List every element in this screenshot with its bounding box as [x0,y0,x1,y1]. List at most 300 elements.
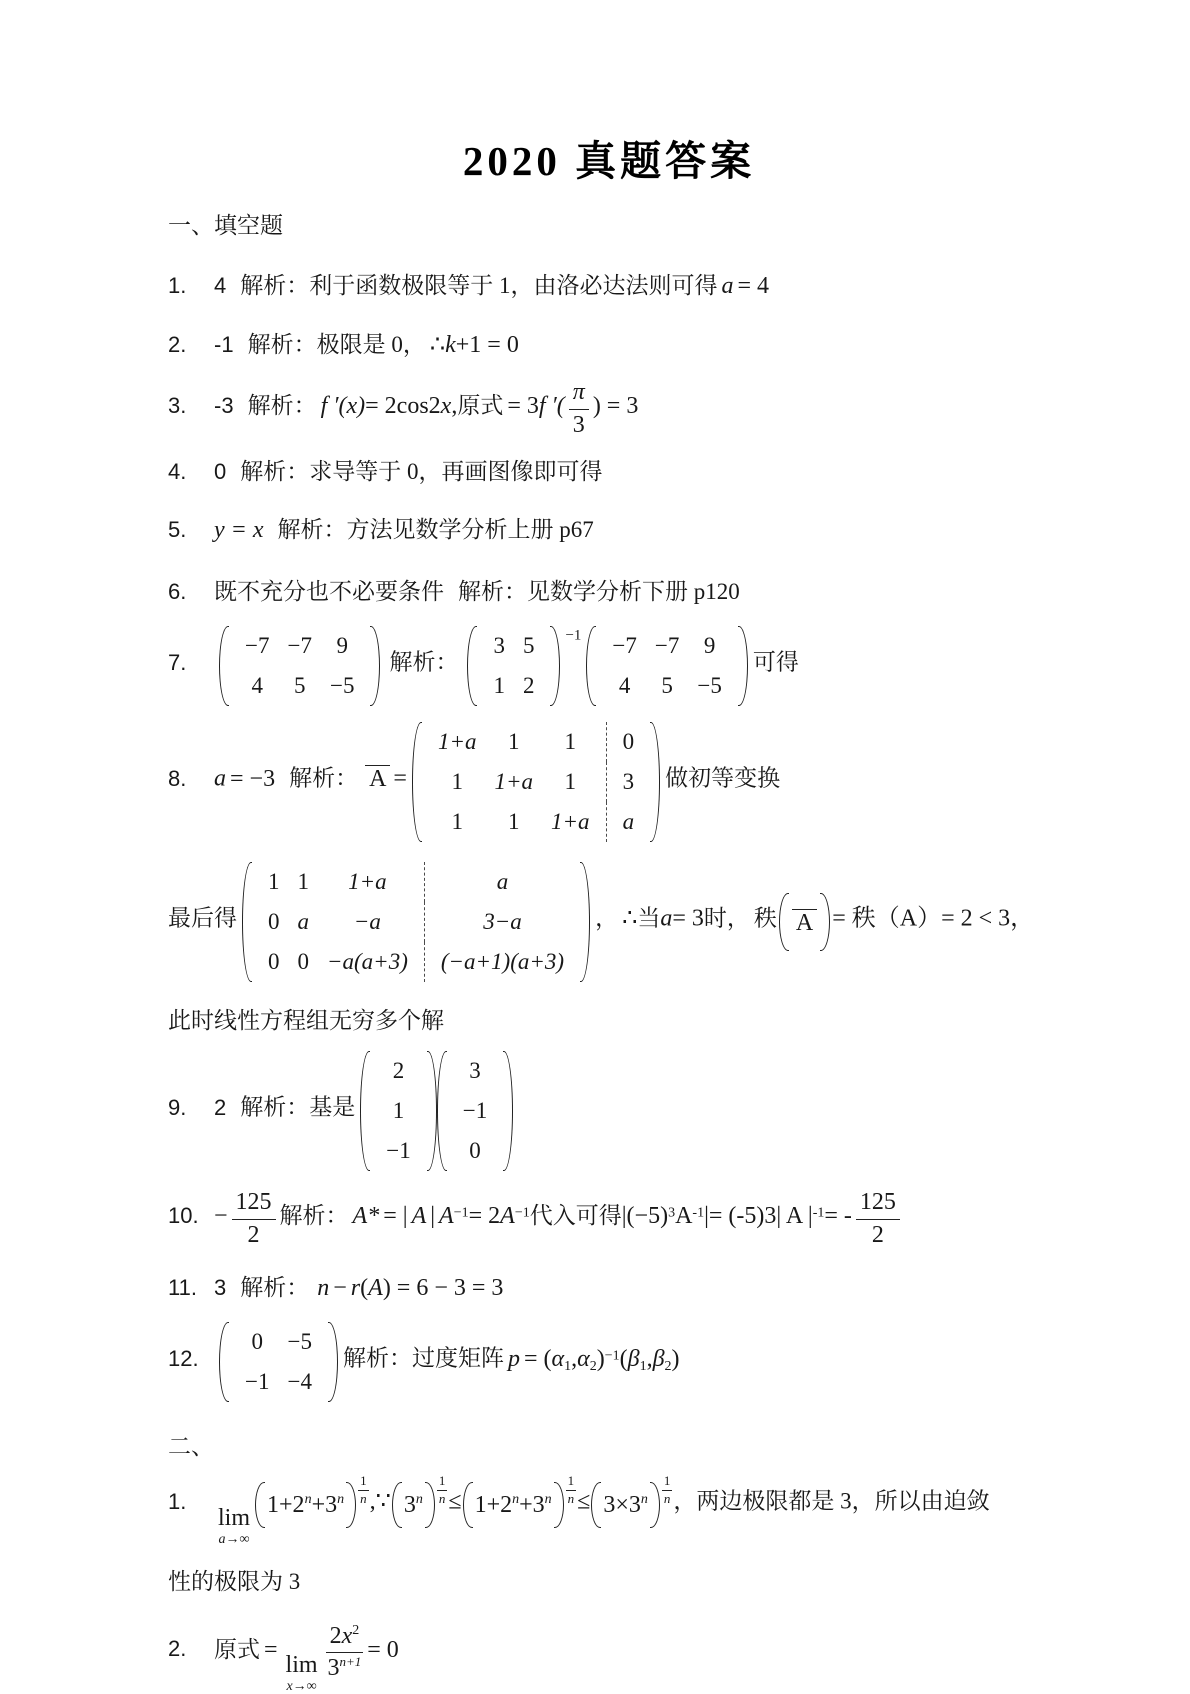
exponent-n: n [415,1491,423,1507]
lim-text: lim [218,1504,251,1531]
subscript: 1 [564,1359,572,1375]
exponent: −1 [514,1205,530,1221]
item-4-answer: 0 [214,459,227,485]
matrix-cell: 3 [469,1058,481,1084]
matrix-cell: −7 [612,633,637,659]
matrix-cell: 0 [251,1329,263,1355]
matrix-row [436,762,636,802]
expr-run: +3 [519,1491,545,1518]
item-9-answer: 2 [214,1094,227,1120]
left-paren-icon [219,1322,229,1402]
jiexi-label: 解析： [458,578,527,604]
jiexi-label: 解析： [389,649,459,675]
matrix-cell: −1 [462,1098,488,1124]
matrix-body [229,626,370,706]
exponent: −1 [453,1205,469,1221]
item-2-math-var: k [445,332,456,359]
item-10-number: 10. [168,1202,199,1228]
matrix-cell: 1 [451,808,463,834]
item-4 [168,457,1050,487]
item-9-number: 9. [168,1094,187,1120]
fraction-numerator: 125 [856,1189,900,1220]
left-paren-icon [219,626,229,706]
item-12-text: 过度矩阵 [411,1346,504,1372]
matrix-cell: −a(a+3) [327,948,408,974]
math-run: f ′(x) [320,393,366,420]
right-paren-icon [580,862,590,982]
subscript: 2 [589,1359,597,1375]
exponent: -1 [812,1205,825,1221]
math-var: β [652,1346,665,1373]
left-paren-icon [242,862,252,982]
matrix-body [596,626,737,706]
item-2-text: 极限是 0， [316,332,426,358]
item-9 [168,1051,1050,1171]
therefore-symbol: ∴ [429,332,446,359]
expression [473,1490,554,1521]
exponent-n: n [512,1491,520,1507]
fraction-numerator: 1 [437,1474,448,1490]
leq-symbol: ≤ [577,1488,591,1515]
item-3-number: 3. [168,393,187,419]
because-symbol: ∵ [375,1488,391,1515]
matrix-cell: 1 [451,769,463,795]
math-run: = 2cos2 [365,393,441,420]
fraction-denominator: n [438,1490,446,1506]
math-run: − [333,1275,347,1302]
expression [265,1490,346,1521]
inverse-matrix [467,626,560,706]
limit-operator [218,1506,250,1547]
matrix-row [266,942,566,982]
right-paren-icon [550,626,560,706]
jiexi-label: 解析： [240,1094,310,1120]
matrix-body [422,722,650,842]
matrix-cell: 5 [293,673,306,699]
right-paren-icon [346,1482,356,1528]
jiexi-label: 解析： [289,765,359,791]
lim-subscript: a→∞ [218,1531,250,1547]
left-paren-icon [467,626,477,706]
item-2-number: 2. [168,332,187,358]
exponent-fraction [437,1474,448,1506]
augmented-cell: a [606,802,637,842]
matrix-cell: −a [353,908,381,934]
matrix-cell: 2 [392,1058,405,1084]
item-5-text: 方法见数学分析上册 p67 [346,517,594,543]
item-11-answer: 3 [214,1275,227,1301]
item-5-number: 5. [168,517,187,543]
right-paren-icon [738,626,748,706]
jiexi-label: 解析： [277,517,347,543]
product-matrix [586,626,747,706]
math-run: = 3 [672,905,704,932]
augmented-cell: 3−a [424,902,566,942]
matrix-cell: 1 [508,729,520,755]
matrix-row [384,1131,412,1171]
item-2-answer: -1 [214,332,234,358]
math-run: r [350,1275,361,1302]
math-run: A [411,1202,427,1229]
item-3-answer: -3 [214,393,234,419]
matrix-row [243,1322,314,1362]
comma: , [369,1488,376,1515]
expression-group [463,1473,577,1528]
math-run: f ′( [538,393,565,420]
result-fraction [856,1189,900,1249]
matrix-row [491,626,536,666]
math-run: = ( [523,1346,552,1373]
item-4-number: 4. [168,459,187,485]
matrix-cell: −4 [287,1369,312,1395]
matrix-cell: 1+a [437,729,477,755]
math-run: A [675,1202,693,1229]
right-paren-icon [820,893,830,951]
math-run: |= (-5)3| A | [704,1202,813,1229]
lead-text: 最后得 [168,905,237,931]
item-2 [168,330,1050,361]
item-8-tail: 做初等变换 [665,765,781,791]
math-run: x [440,393,452,420]
rank-label: 秩 [753,905,777,931]
math-run: = 2 [468,1202,501,1229]
leq-symbol: ≤ [448,1488,462,1515]
jiexi-label: 解析： [240,459,310,485]
limit-operator [286,1653,318,1694]
fraction-pi-3 [569,379,589,439]
math-run: = - [824,1202,852,1229]
answer-matrix [219,626,380,706]
left-paren-icon [255,1482,265,1528]
matrix-cell: 1 [493,673,505,699]
math-var: β [627,1346,640,1373]
item-7 [168,626,1050,706]
expression-group [255,1473,369,1528]
exponent-fraction [358,1474,369,1506]
matrix-cell: 5 [522,633,535,659]
expr-run: 1+2 [474,1491,513,1518]
therefore-symbol: ∴ [622,905,638,932]
matrix-cell: 5 [661,673,673,699]
fraction-numerator: 1 [358,1474,369,1490]
matrix-cell: −5 [697,673,722,699]
item-8-continuation [168,862,1050,982]
text-run: 时， [703,905,750,931]
item-12-math [507,1346,680,1375]
page-title: 2020 真题答案 [462,138,756,184]
left-paren-icon [437,1051,447,1171]
equals-sign: = [264,1636,278,1663]
augmented-cell: a [424,862,566,902]
item-9-lead: 基是 [309,1094,356,1120]
matrix-cell: 1 [564,769,577,795]
item-11-number: 11. [168,1275,197,1301]
section-2-heading-text: 二、 [168,1434,214,1460]
exponent: -1 [692,1205,705,1221]
augmented-cell: 0 [606,722,637,762]
item-1-answer: 4 [214,272,227,298]
limit-fraction [326,1623,364,1683]
item-6 [168,577,1050,607]
matrix-row [266,902,566,942]
item-10-math [352,1189,904,1248]
matrix-cell: 1 [508,808,520,834]
reduced-matrix [242,862,590,982]
item-6-answer: 既不充分也不必要条件 [214,578,444,604]
rank-comparison: = 秩（A）= 2 < 3， [832,905,1035,932]
matrix-body [447,1051,503,1171]
matrix-body [229,1322,328,1402]
fraction-denominator: n [663,1490,671,1506]
item-11-math [317,1275,504,1302]
item-11 [168,1273,1050,1304]
fraction-denominator: 3 [572,411,585,438]
item-4-text: 求导等于 0，再画图像即可得 [309,459,603,485]
answer-fraction [232,1189,276,1249]
math-run: , [451,393,458,420]
left-paren-icon [779,893,789,951]
item-6-text: 见数学分析下册 p120 [527,578,740,604]
expression [402,1490,425,1521]
section-1-heading-text: 一、填空题 [168,213,283,238]
text-run: 代入可得 [529,1202,622,1228]
matrix-cell: 1 [564,729,577,755]
math-run: A [439,1202,454,1229]
expr-run: 3×3 [603,1491,641,1518]
matrix-cell: 9 [336,633,348,659]
fraction-denominator: n [567,1490,575,1506]
comma: ， [595,905,619,931]
math-run: 3 [327,1655,340,1682]
matrix-row [491,666,536,706]
math-run: A [368,1275,383,1302]
math-run: , [646,1346,653,1373]
matrix-row [243,626,356,666]
math-var: α [577,1346,590,1373]
item-12-number: 12. [168,1346,199,1372]
matrix-cell: 0 [469,1138,481,1164]
right-paren-icon [554,1482,564,1528]
text-run: 当 [637,905,661,931]
math-run: |(−5) [621,1202,669,1229]
fraction-numerator: 1 [662,1474,673,1490]
matrix-cell: 9 [703,633,716,659]
item-8-conclusion [168,1006,1050,1036]
matrix-cell: 1 [297,868,309,894]
item-1-math-var: a [721,272,734,299]
minus-sign: − [214,1202,228,1229]
matrix-cell: −5 [287,1329,312,1355]
matrix-row [461,1131,489,1171]
exponent-n: n [337,1491,345,1507]
right-paren-icon [503,1051,513,1171]
math-run: = 0 [367,1636,399,1663]
continuation-text: 性的极限为 3 [168,1568,301,1594]
jiexi-label: 解析： [240,1275,310,1301]
s2-item-1-number: 1. [168,1488,187,1514]
left-paren-icon [392,1482,402,1528]
math-var: α [551,1346,565,1373]
expression-group [392,1473,448,1528]
matrix-row [384,1091,412,1131]
matrix-row [461,1051,489,1091]
matrix-cell: 4 [251,673,263,699]
matrix-cell: 1+a [551,808,590,834]
lim-text: lim [285,1652,318,1679]
left-paren-icon [360,1051,370,1171]
section2-item-1-line2 [168,1567,1050,1597]
math-run: = 3 [507,393,539,420]
exponent-n: n [544,1491,552,1507]
math-run: A* [352,1202,380,1229]
exponent-fraction [662,1474,673,1506]
fraction-numerator: 1 [566,1474,577,1490]
augmented-matrix [412,722,660,842]
matrix-row [610,666,723,706]
item-1-math: = 4 [737,272,770,299]
item-7-tail: 可得 [752,649,799,675]
item-8-answer-var: a [214,765,226,792]
item-3 [168,379,1050,439]
expression-group [591,1473,672,1528]
right-paren-icon [650,722,660,842]
jiexi-label: 解析： [240,272,310,298]
left-paren-icon [591,1482,601,1528]
matrix-cell: −7 [245,633,270,659]
right-paren-icon [650,1482,660,1528]
matrix-body [477,626,550,706]
matrix-row [243,666,356,706]
section2-item-1 [168,1473,1050,1547]
item-5-answer: y = x [214,517,264,544]
item-8 [168,722,1050,842]
math-run: , [571,1346,578,1373]
matrix-cell: −1 [386,1138,411,1164]
math-run: ( [619,1346,628,1373]
left-paren-icon [412,722,422,842]
matrix-cell: −7 [654,633,680,659]
math-run: ) = 6 − 3 = 3 [382,1275,504,1302]
matrix-row [243,1362,314,1402]
item-12 [168,1322,1050,1402]
left-paren-icon [586,626,596,706]
equals-sign: = [393,765,407,792]
matrix-row [610,626,723,666]
jiexi-label: 解析： [342,1346,412,1372]
math-run: A [500,1202,515,1229]
augmented-cell: 3 [606,762,637,802]
jiexi-label: 解析： [247,332,317,358]
tail-text: ，两边极限都是 3，所以由迫敛 [673,1488,990,1514]
matrix-cell: 1+a [348,868,387,894]
lim-subscript: x→∞ [286,1679,317,1694]
subscript: 1 [639,1359,647,1375]
math-run: = | [383,1202,408,1229]
matrix-exponent: −1 [565,627,582,644]
transition-matrix [219,1322,338,1402]
matrix-body [252,862,580,982]
basis-vector-2 [437,1051,513,1171]
matrix-body [370,1051,426,1171]
matrix-cell: 0 [268,908,280,934]
math-run: | [430,1202,436,1229]
exponent-n: n [640,1491,648,1507]
math-run: ( [360,1275,369,1302]
exponent: −1 [604,1348,620,1364]
right-paren-icon [328,1322,338,1402]
matrix-cell: 1 [392,1098,405,1124]
augmented-cell: (−a+1)(a+3) [424,942,566,982]
right-paren-icon [370,626,380,706]
matrix-cell: 0 [268,948,280,974]
fraction-numerator: 125 [232,1189,276,1220]
s2-item-2-number: 2. [168,1636,187,1662]
expr-run: +3 [311,1491,338,1518]
item-10 [168,1189,1050,1249]
matrix-row [384,1051,412,1091]
section-1-heading [168,211,1050,241]
matrix-cell: 4 [618,673,631,699]
item-1 [168,271,1050,302]
math-var: p [507,1346,520,1373]
matrix-cell: −7 [287,633,312,659]
right-paren-icon [427,1051,437,1171]
jiexi-label: 解析： [247,393,317,419]
exponent: n+1 [339,1654,362,1670]
item-5 [168,515,1050,546]
fraction-numerator [326,1623,364,1654]
item-8-number: 8. [168,765,187,791]
matrix-cell: a [297,908,309,934]
matrix-cell: 3 [493,633,505,659]
fraction-denominator: 2 [247,1221,260,1248]
item-1-text: 利于函数极限等于 1，由洛必达法则可得 [309,272,718,298]
rank-paren-group [779,893,830,951]
math-run: ) = 3 [592,393,639,420]
section2-item-2 [168,1623,1050,1694]
item-6-number: 6. [168,578,187,604]
exponent-n: n [304,1491,312,1507]
text-run: 原式 [214,1636,260,1662]
matrix-row [266,862,566,902]
matrix-row [436,722,636,762]
matrix-cell: 0 [297,948,309,974]
a-bar-symbol: A [792,909,817,935]
fraction-numerator: π [569,379,589,410]
math-var: x [341,1622,353,1649]
right-paren-icon [425,1482,435,1528]
subscript: 2 [664,1359,672,1375]
matrix-cell: 1 [268,868,280,894]
jiexi-label: 解析： [279,1202,349,1228]
item-2-math: +1 = 0 [455,332,519,359]
a-bar-symbol: A [365,765,390,791]
expr-run: 3 [403,1491,416,1518]
math-run: 2 [329,1622,342,1649]
math-run: ) [596,1346,605,1373]
math-run: n [317,1275,330,1302]
matrix-cell: 1+a [494,769,534,795]
matrix-cell: −1 [245,1369,270,1395]
basis-vector-1 [360,1051,436,1171]
expression [601,1490,650,1521]
expr-run: 1+2 [267,1491,305,1518]
item-3-math [320,379,639,438]
math-run: ) [671,1346,680,1373]
fraction-denominator: n [360,1490,367,1506]
left-paren-icon [463,1482,473,1528]
math-run: 原式 [457,393,504,419]
